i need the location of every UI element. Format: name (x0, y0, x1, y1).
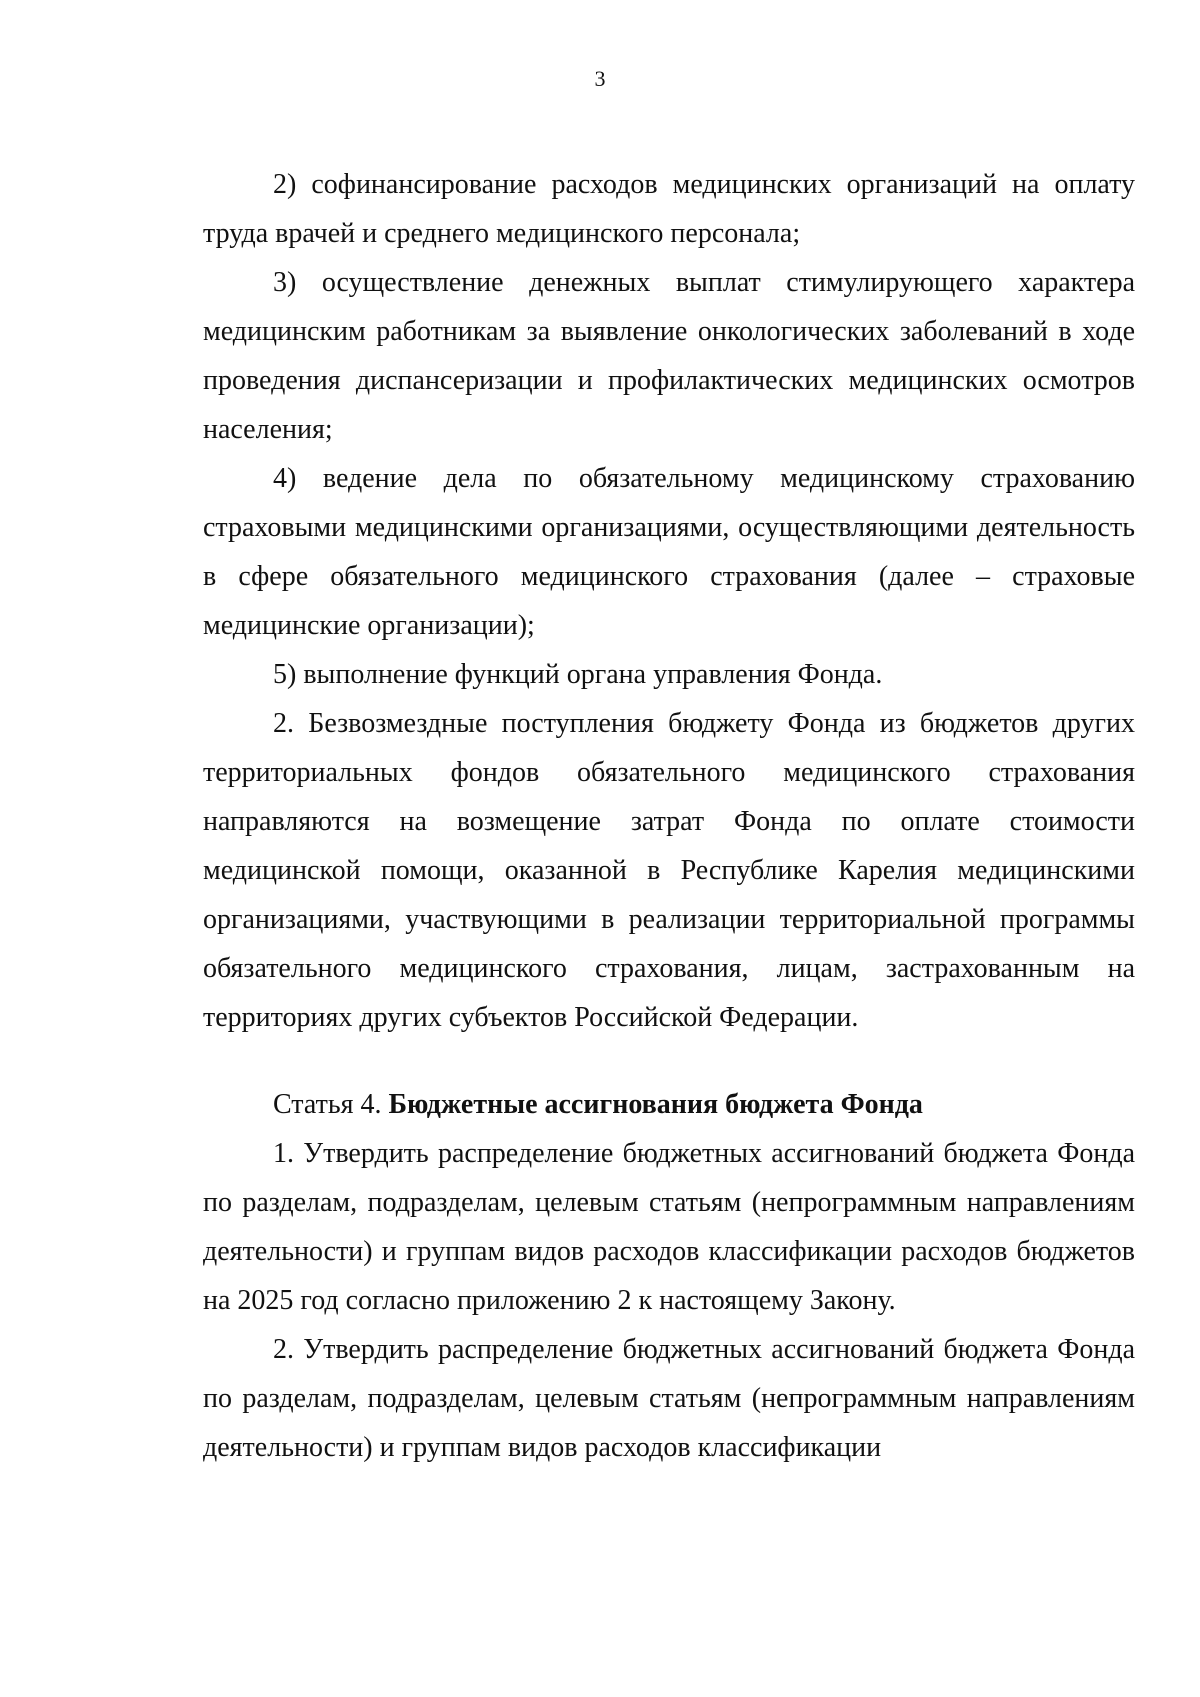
article-title: Бюджетные ассигнования бюджета Фонда (388, 1089, 923, 1120)
paragraph-item-5-management-functions: 5) выполнение функций органа управления Фонда. (273, 659, 883, 690)
paragraph-item-2-cofinancing: 2) софинансирование расходов медицинских организаций на оплату труда врачей и среднего медицинского персонала; (203, 169, 1135, 249)
article-label: Статья 4. (273, 1089, 382, 1120)
paragraph-article4-clause-2: 2. Утвердить распределение бюджетных ассигнований бюджета Фонда по разделам, подразделам, целевым статьям (непрограммным направлениям деятельности) и группам видов расходов классификации (203, 1334, 1135, 1463)
paragraph-article4-clause-1: 1. Утвердить распределение бюджетных ассигнований бюджета Фонда по разделам, подразделам, целевым статьям (непрограммным направлениям деятельности) и группам видов расходов классификации расходов бюджетов на 2025 год согласно приложению 2 к настоящему Закону. (203, 1138, 1135, 1316)
page-number: 3 (594, 66, 606, 91)
paragraph-clause-2-transfers: 2. Безвозмездные поступления бюджету Фонда из бюджетов других территориальных фондов обязательного медицинского страхования направляются на возмещение затрат Фонда по оплате стоимости медицинской помощи, оказанной в Республике Карелия медицинскими организациями, участвующими в реализации территориальной программы обязательного медицинского страхования, лицам, застрахованным на территориях других субъектов Российской Федерации. (203, 708, 1135, 1033)
article-heading (203, 1080, 1135, 1129)
document-body (203, 160, 1135, 1472)
paragraph-item-3-incentive-payments: 3) осуществление денежных выплат стимулирующего характера медицинским работникам за выявление онкологических заболеваний в ходе проведения диспансеризации и профилактических медицинских осмотров населения; (203, 267, 1135, 445)
paragraph-item-4-insurance-business: 4) ведение дела по обязательному медицинскому страхованию страховыми медицинскими организациями, осуществляющими деятельность в сфере обязательного медицинского страхования (далее – страховые медицинские организации); (203, 463, 1135, 641)
